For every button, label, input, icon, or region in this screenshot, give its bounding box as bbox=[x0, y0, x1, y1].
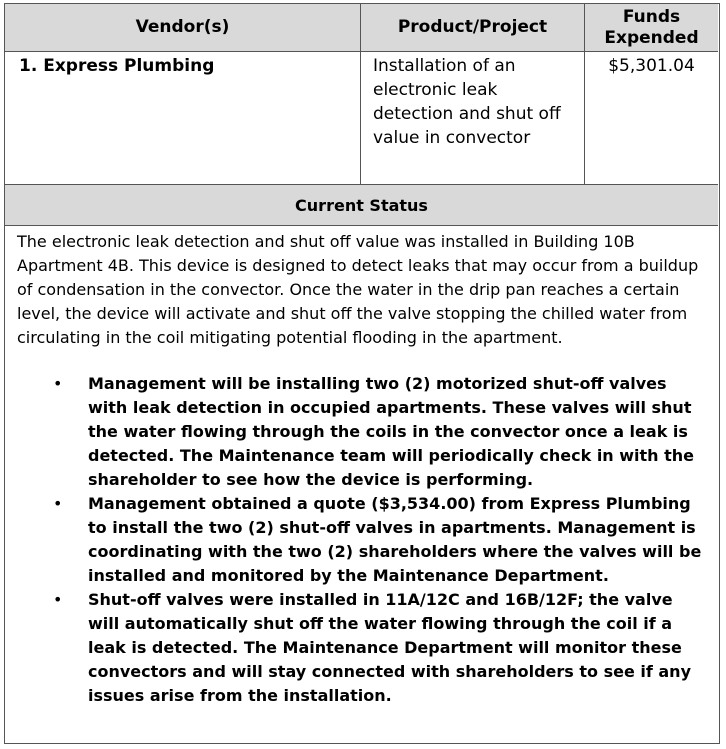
bullet-text: Management will be installing two (2) motorized shut-off valves with leak detection in occupied apartments. These valves will shut the water flowing through the coils in the convector once a leak is detected. The Maintenance team will periodically check in with the shareholder to see how the device is performing. bbox=[88, 374, 695, 489]
list-item bbox=[17, 588, 706, 708]
funds-header-label bbox=[604, 7, 698, 49]
bullet-text: Management obtained a quote ($3,534.00) from Express Plumbing to install the two (2) shut-off valves in apartments. Management is coordinating with the two (2) shareholders where the valves will be installed and monitored by the Maintenance Department. bbox=[88, 494, 702, 585]
status-paragraph: The electronic leak detection and shut off value was installed in Building 10B Apartment 4B. This device is designed to detect leaks that may occur from a buildup of condensation in the convector. Once the water in the drip pan reaches a certain level, the device will activate and shut off the valve stopping the chilled water from circulating in the coil mitigating potential flooding in the apartment. bbox=[17, 232, 699, 347]
bullet-text: Shut-off valves were installed in 11A/12C and 16B/12F; the valve will automatically shut off the water flowing through the coil if a leak is detected. The Maintenance Department will monitor these convectors and will stay connected with shareholders to see if any issues arise from the installation. bbox=[88, 590, 691, 705]
funds-header-line2: Expended bbox=[604, 27, 699, 48]
funds-column-header bbox=[585, 4, 718, 52]
current-status-header bbox=[5, 184, 718, 226]
vendor-name: 1. Express Plumbing bbox=[19, 56, 215, 76]
vendor-header-label: Vendor(s) bbox=[135, 17, 230, 37]
vendor-column-header bbox=[5, 4, 361, 52]
bullet-icon: • bbox=[53, 494, 63, 513]
product-header-label: Product/Project bbox=[397, 17, 548, 37]
bullet-icon: • bbox=[53, 374, 63, 393]
bullet-icon: • bbox=[53, 590, 63, 609]
product-cell bbox=[361, 52, 585, 184]
vendor-cell bbox=[5, 52, 361, 184]
product-column-header bbox=[361, 4, 585, 52]
funds-amount: $5,301.04 bbox=[608, 56, 695, 76]
current-status-label: Current Status bbox=[295, 195, 428, 215]
funds-header-line1: Funds bbox=[622, 6, 681, 27]
product-description: Installation of an electronic leak detection and shut off value in convector bbox=[373, 56, 561, 148]
list-item bbox=[17, 372, 706, 492]
list-item bbox=[17, 492, 706, 588]
vendor-status-table bbox=[4, 3, 720, 744]
status-bullet-list bbox=[17, 372, 706, 708]
funds-cell bbox=[585, 52, 718, 184]
current-status-body bbox=[5, 226, 718, 708]
